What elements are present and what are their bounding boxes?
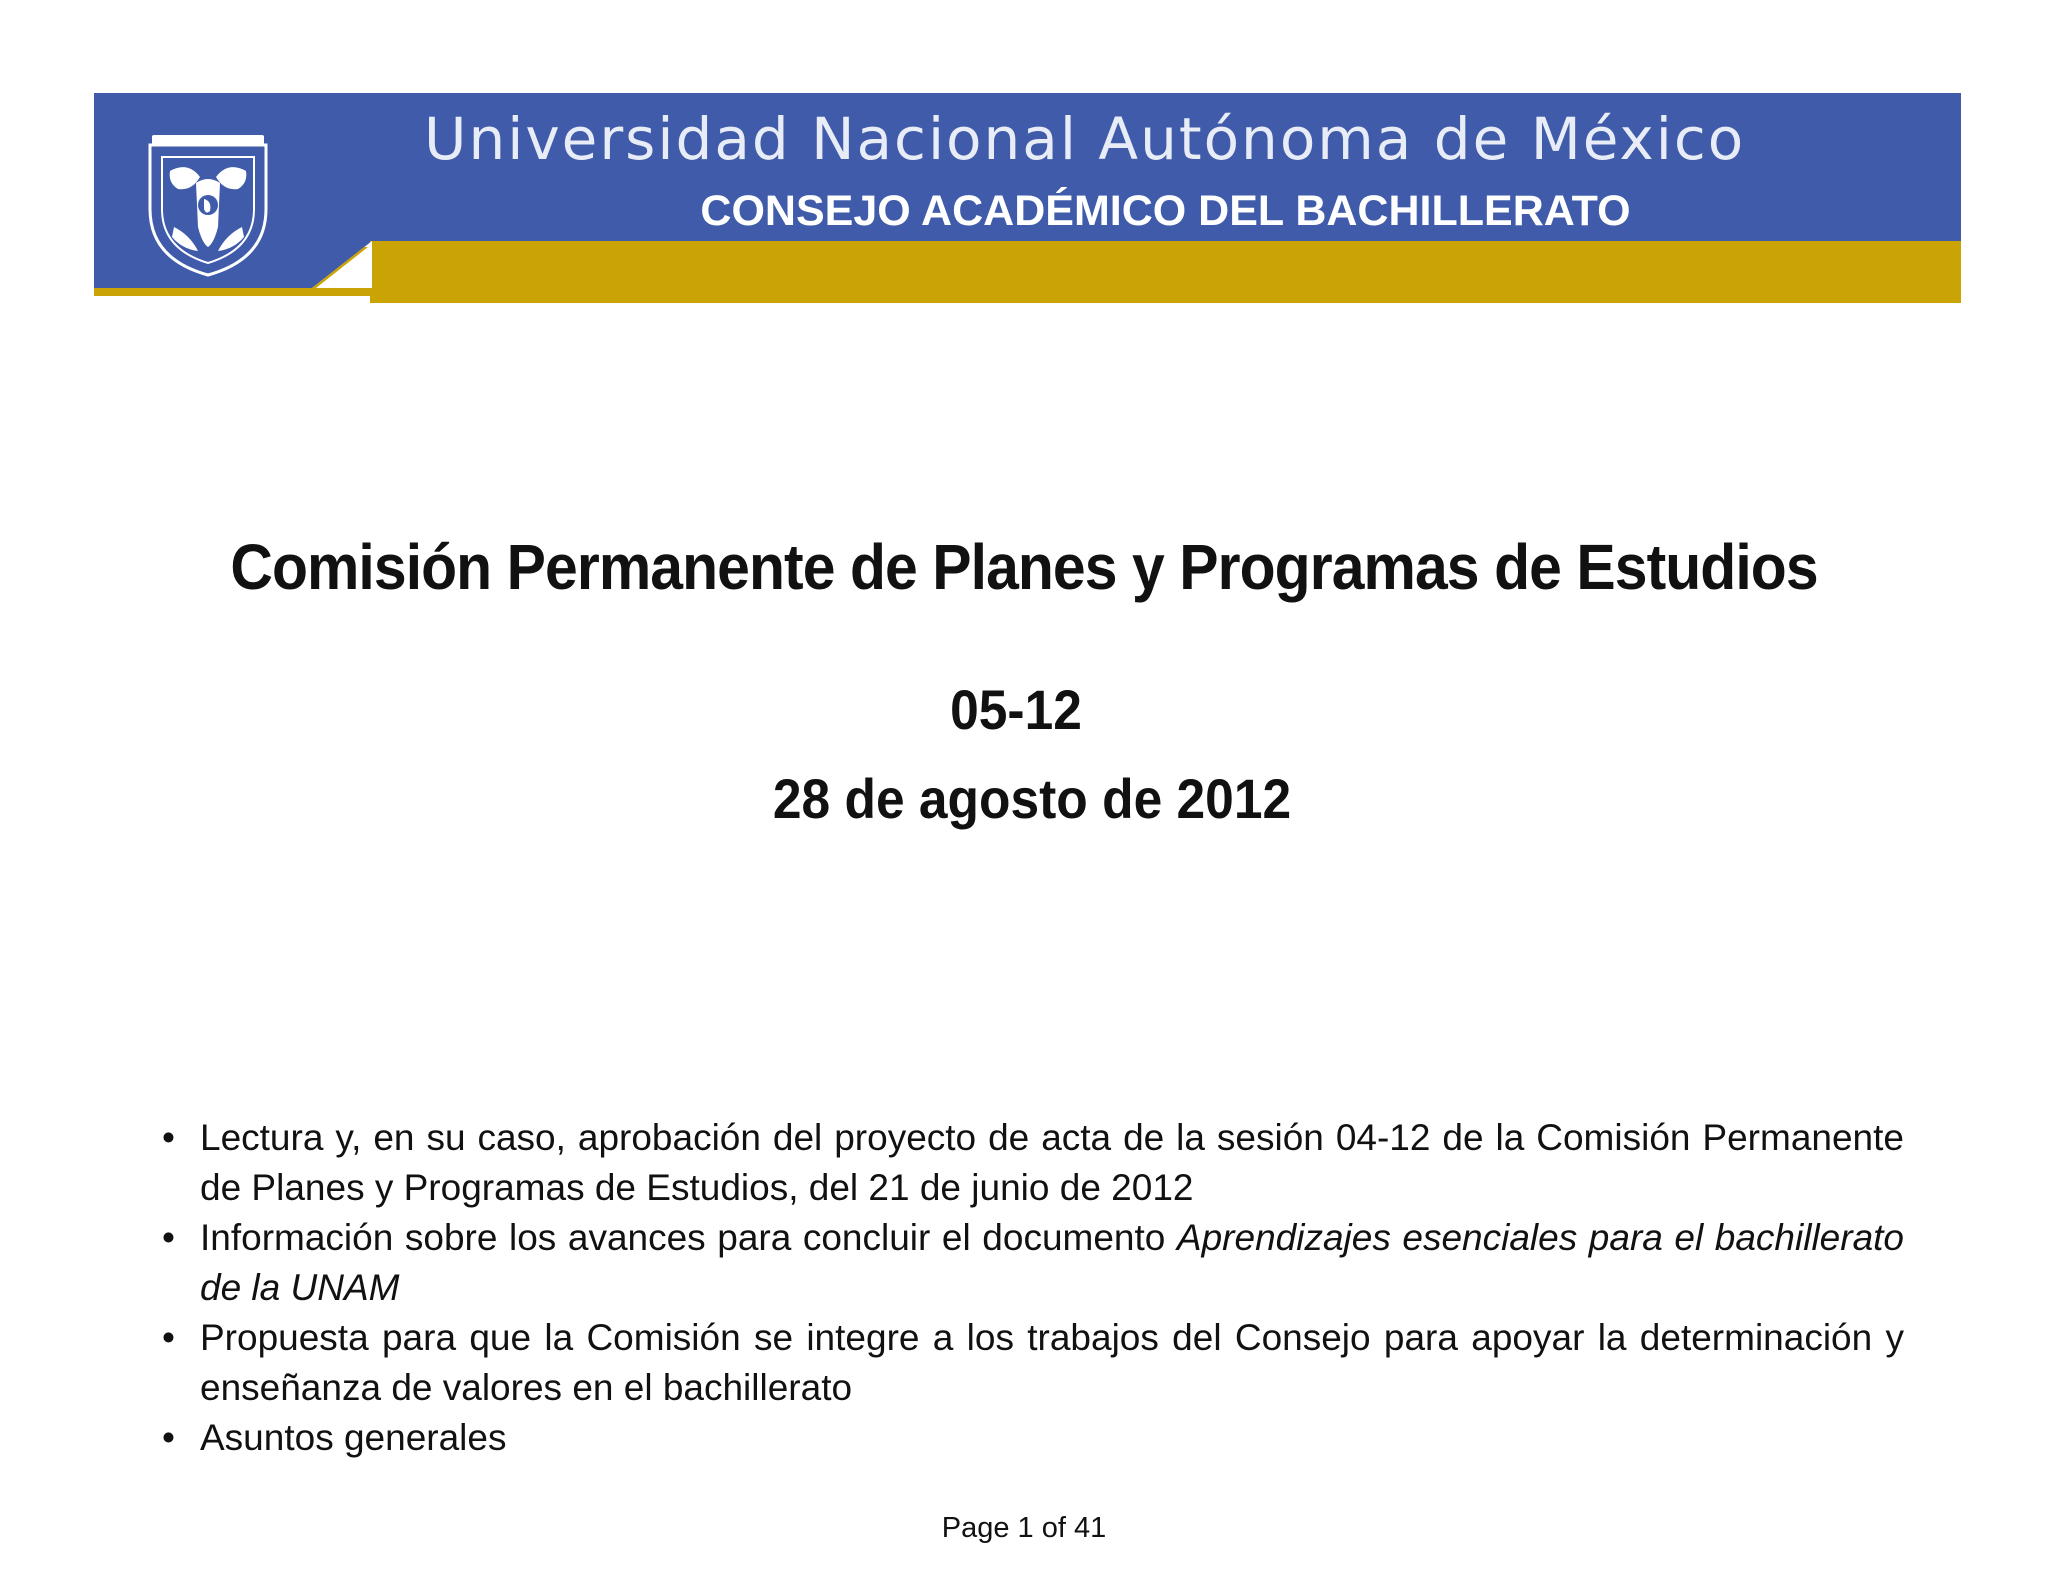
council-name: CONSEJO ACADÉMICO DEL BACHILLERATO bbox=[700, 187, 1631, 235]
banner-diagonal-accent bbox=[312, 241, 372, 288]
agenda-item-document-title: Aprendizajes esenciales para el bachillerato de la UNAM bbox=[200, 1217, 1905, 1308]
agenda-item-text: Propuesta para que la Comisión se integre a los trabajos del Consejo para apoyar la determinación y enseñanza de valores en el bachillerato bbox=[200, 1317, 1904, 1408]
agenda-item-text: Asuntos generales bbox=[200, 1417, 507, 1458]
agenda-item-text: Lectura y, en su caso, aprobación del proyecto de acta de la sesión 04-12 de la Comisión Permanente de Planes y Programas de Estudios, del 21 de junio de 2012 bbox=[200, 1117, 1904, 1208]
agenda-item bbox=[160, 1113, 1904, 1213]
bullet-icon: • bbox=[162, 1117, 175, 1158]
session-date: 28 de agosto de 2012 bbox=[772, 767, 1292, 830]
session-number: 05-12 bbox=[950, 678, 1082, 741]
university-name: Universidad Nacional Autónoma de México bbox=[424, 105, 1746, 173]
agenda-item-text: Información sobre los avances para concluir el documento bbox=[200, 1217, 1177, 1258]
agenda-item bbox=[160, 1413, 1904, 1463]
bullet-icon: • bbox=[162, 1217, 175, 1258]
banner-gold-band bbox=[370, 241, 1961, 303]
bullet-icon: • bbox=[162, 1417, 175, 1458]
header-banner bbox=[94, 93, 1961, 303]
page-number: Page 1 of 41 bbox=[941, 1512, 1107, 1544]
agenda-list bbox=[160, 1113, 1904, 1463]
page-title: Comisión Permanente de Planes y Programas de Estudios bbox=[230, 531, 1818, 603]
banner-gold-stripe bbox=[94, 288, 370, 296]
agenda-item bbox=[160, 1313, 1904, 1413]
bullet-icon: • bbox=[162, 1317, 175, 1358]
agenda-item bbox=[160, 1213, 1904, 1313]
